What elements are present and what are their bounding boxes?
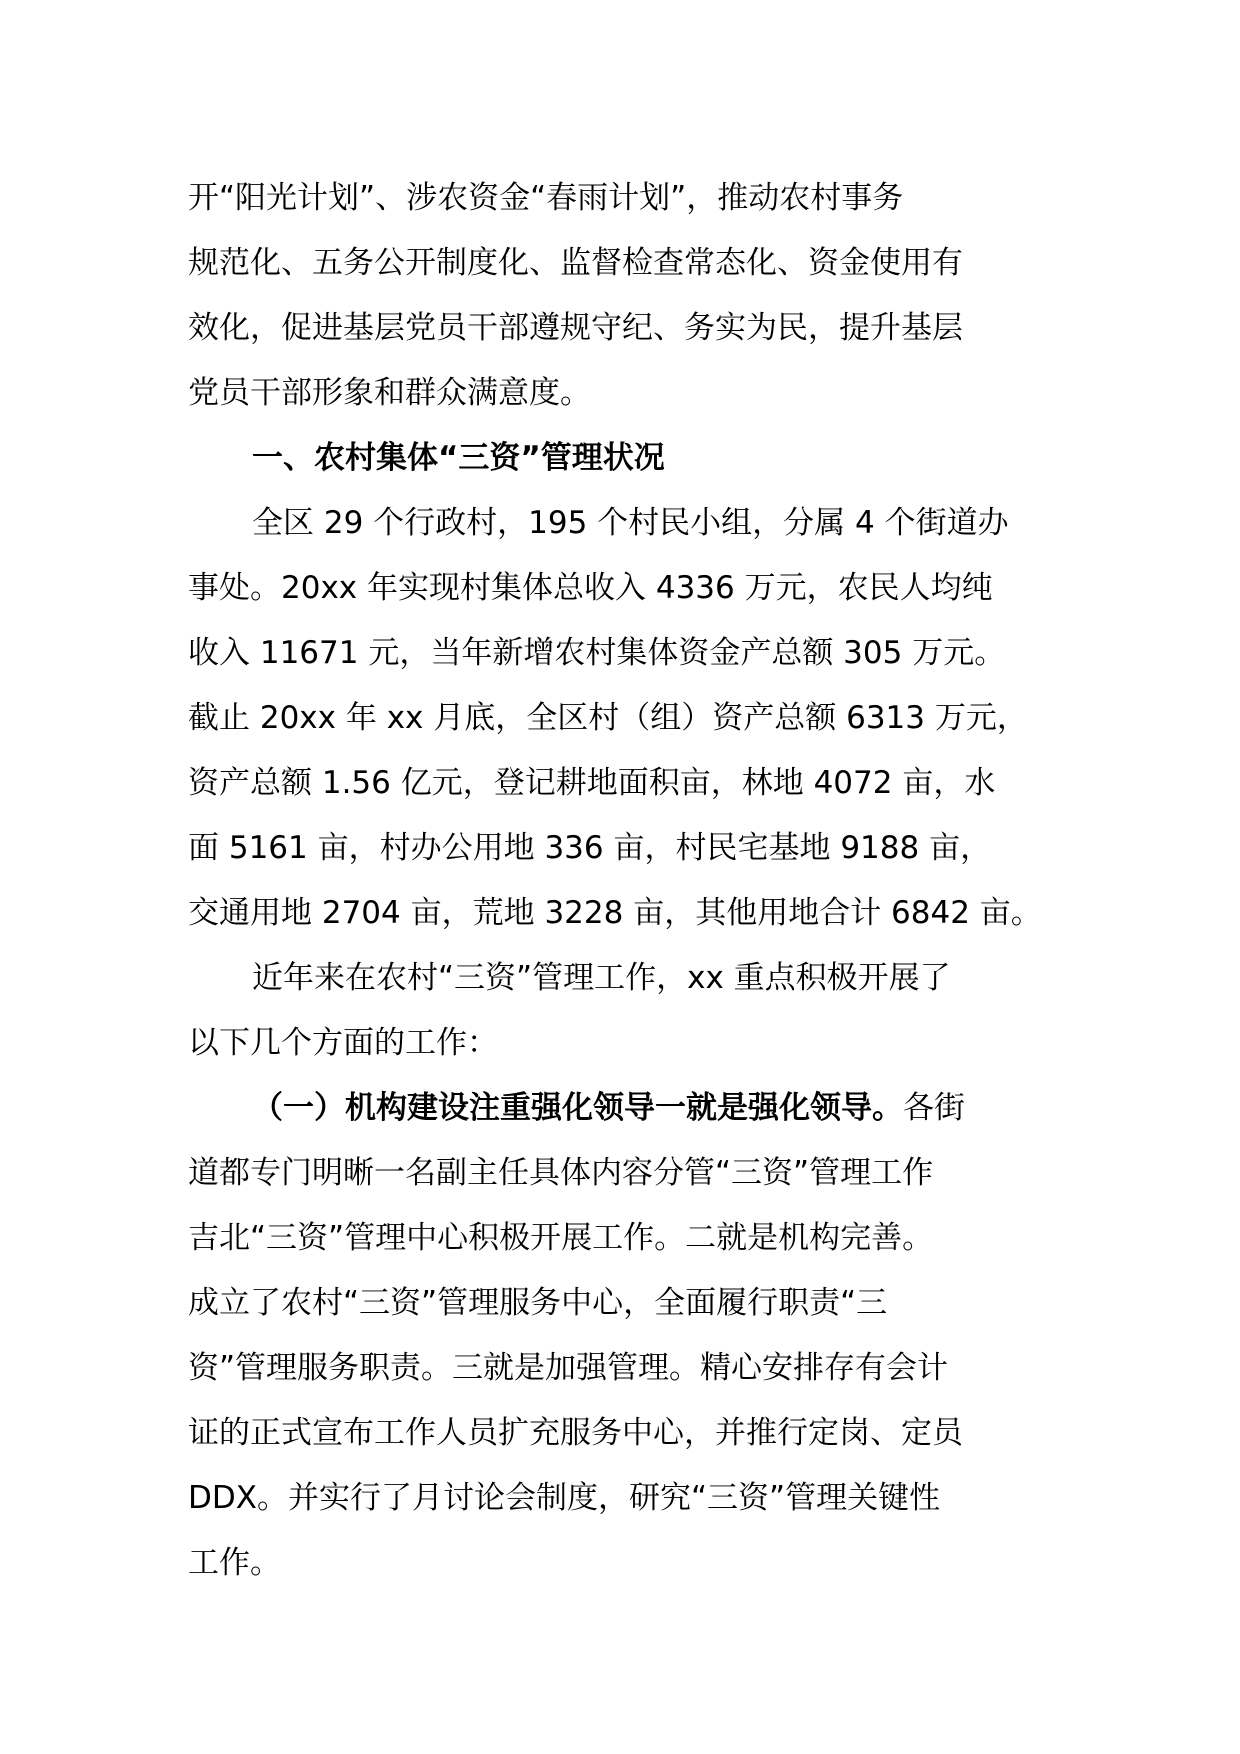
paragraph-line: 交通用地 2704 亩，荒地 3228 亩，其他用地合计 6842 亩。 <box>188 895 1042 931</box>
paragraph-line: 收入 11671 元，当年新增农村集体资金产总额 305 万元。 <box>188 635 1006 671</box>
paragraph-line: 证的正式宣布工作人员扩充服务中心，并推行定岗、定员 <box>188 1415 963 1451</box>
paragraph-line: 效化，促进基层党员干部遵规守纪、务实为民，提升基层 <box>188 310 963 346</box>
paragraph-line: 以下几个方面的工作： <box>188 1025 498 1061</box>
paragraph-line: 吉北“三资”管理中心积极开展工作。二就是机构完善。 <box>188 1220 934 1256</box>
paragraph-line: DDX。并实行了月讨论会制度，研究“三资”管理关键性 <box>188 1480 941 1516</box>
subsection-first-line <box>188 1076 1088 1141</box>
paragraph-line: 资产总额 1.56 亿元，登记耕地面积亩，林地 4072 亩，水 <box>188 765 996 801</box>
paragraph-line: 道都专门明晰一名副主任具体内容分管“三资”管理工作 <box>188 1155 934 1191</box>
document-body <box>188 166 1088 1596</box>
paragraph-line: 资”管理服务职责。三就是加强管理。精心安排存有会计 <box>188 1350 949 1386</box>
paragraph-line: 规范化、五务公开制度化、监督检查常态化、资金使用有 <box>188 245 963 281</box>
paragraph-line: 截止 20xx 年 xx 月底，全区村（组）资产总额 6313 万元， <box>188 700 1028 736</box>
subsection-text: 各街 <box>903 1090 965 1126</box>
paragraph-line: 面 5161 亩，村办公用地 336 亩，村民宅基地 9188 亩， <box>188 830 992 866</box>
paragraph-line: 成立了农村“三资”管理服务中心，全面履行职责“三 <box>188 1285 888 1321</box>
paragraph-line: 近年来在农村“三资”管理工作，xx 重点积极开展了 <box>252 960 951 996</box>
paragraph-line: 全区 29 个行政村，195 个村民小组，分属 4 个街道办 <box>252 505 1009 541</box>
section-heading: 一、农村集体“三资”管理状况 <box>252 440 665 476</box>
subsection-heading: （一）机构建设注重强化领导一就是强化领导。 <box>252 1090 903 1126</box>
paragraph-line: 工作。 <box>188 1545 281 1581</box>
paragraph-line: 开“阳光计划”、涉农资金“春雨计划”，推动农村事务 <box>188 180 904 216</box>
paragraph-line: 党员干部形象和群众满意度。 <box>188 375 591 411</box>
paragraph-line: 事处。20xx 年实现村集体总收入 4336 万元，农民人均纯 <box>188 570 993 606</box>
